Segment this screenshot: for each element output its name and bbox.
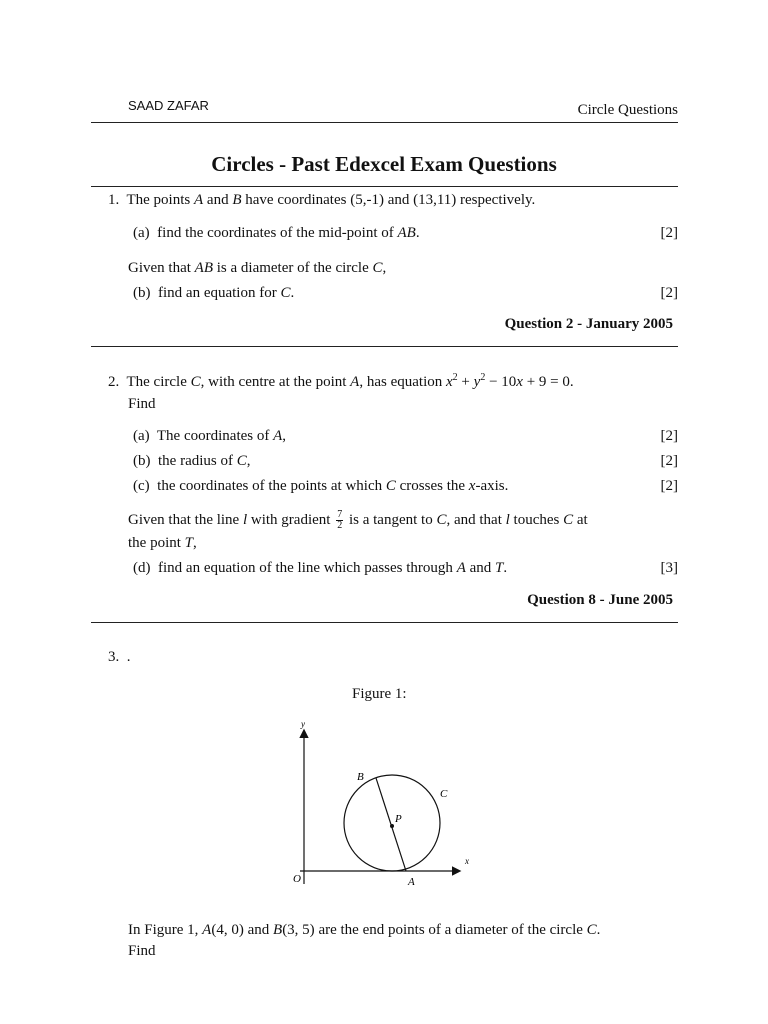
- q3-number: 3.: [108, 649, 120, 665]
- label-p: P: [395, 813, 402, 825]
- q1-part-b-marks: [2]: [660, 285, 678, 301]
- page-title: Circles - Past Edexcel Exam Questions: [211, 152, 557, 176]
- q2-number: 2.: [108, 374, 120, 390]
- q2-stem: 2. The circle C, with centre at the point A, has equation $x^2 + y^2 - 10x + 9 = 0$.: [108, 372, 574, 390]
- q1-part-a-marks: [2]: [660, 225, 678, 241]
- header-author: SAAD ZAFAR: [128, 98, 209, 113]
- q2-source: Question 8 - June 2005: [527, 592, 673, 608]
- q2-given-line1: Given that the line l with gradient $\frac{7}{2}$ is a tangent to C, and that l touches C at: [128, 509, 588, 531]
- q2-part-c-marks: [2]: [660, 478, 678, 494]
- circle-c: [344, 775, 440, 871]
- q2-part-a-marks: [2]: [660, 428, 678, 444]
- q1-part-a: (a) find the coordinates of the mid-point of AB.: [133, 225, 420, 241]
- q1-number: 1.: [108, 192, 120, 208]
- q1-source: Question 2 - January 2005: [504, 316, 673, 332]
- q2-part-b: (b) the radius of C,: [133, 453, 251, 469]
- centre-point-p: [390, 824, 394, 828]
- label-y: y: [301, 719, 305, 729]
- q2-part-c: (c) the coordinates of the points at which C crosses the x-axis.: [133, 478, 509, 494]
- q2-part-d: (d) find an equation of the line which passes through A and T.: [133, 560, 508, 576]
- label-x: x: [465, 856, 469, 866]
- q3-find: Find: [128, 943, 156, 959]
- label-a: A: [408, 876, 415, 888]
- q1-part-b: (b) find an equation for C.: [133, 285, 295, 301]
- q3-heading: 3. .: [108, 649, 131, 665]
- label-c: C: [440, 788, 448, 800]
- gradient-fraction: $\frac{7}{2}$: [337, 509, 343, 531]
- label-o: O: [293, 873, 301, 885]
- q1-given: Given that AB is a diameter of the circle C,: [128, 260, 387, 276]
- q2-part-b-marks: [2]: [660, 453, 678, 469]
- label-b: B: [357, 771, 364, 783]
- header-topic: Circle Questions: [577, 102, 678, 118]
- q3-text: In Figure 1, A(4, 0) and B(3, 5) are the end points of a diameter of the circle C.: [128, 922, 601, 938]
- q2-part-d-marks: [3]: [660, 560, 678, 576]
- q2-given-line2: the point T,: [128, 535, 197, 551]
- q2-part-a: (a) The coordinates of A,: [133, 428, 287, 444]
- figure-caption: Figure 1:: [352, 686, 407, 702]
- q1-stem: 1. The points A and B have coordinates (5,-1) and (13,11) respectively.: [108, 192, 536, 208]
- q2-find: Find: [128, 396, 156, 412]
